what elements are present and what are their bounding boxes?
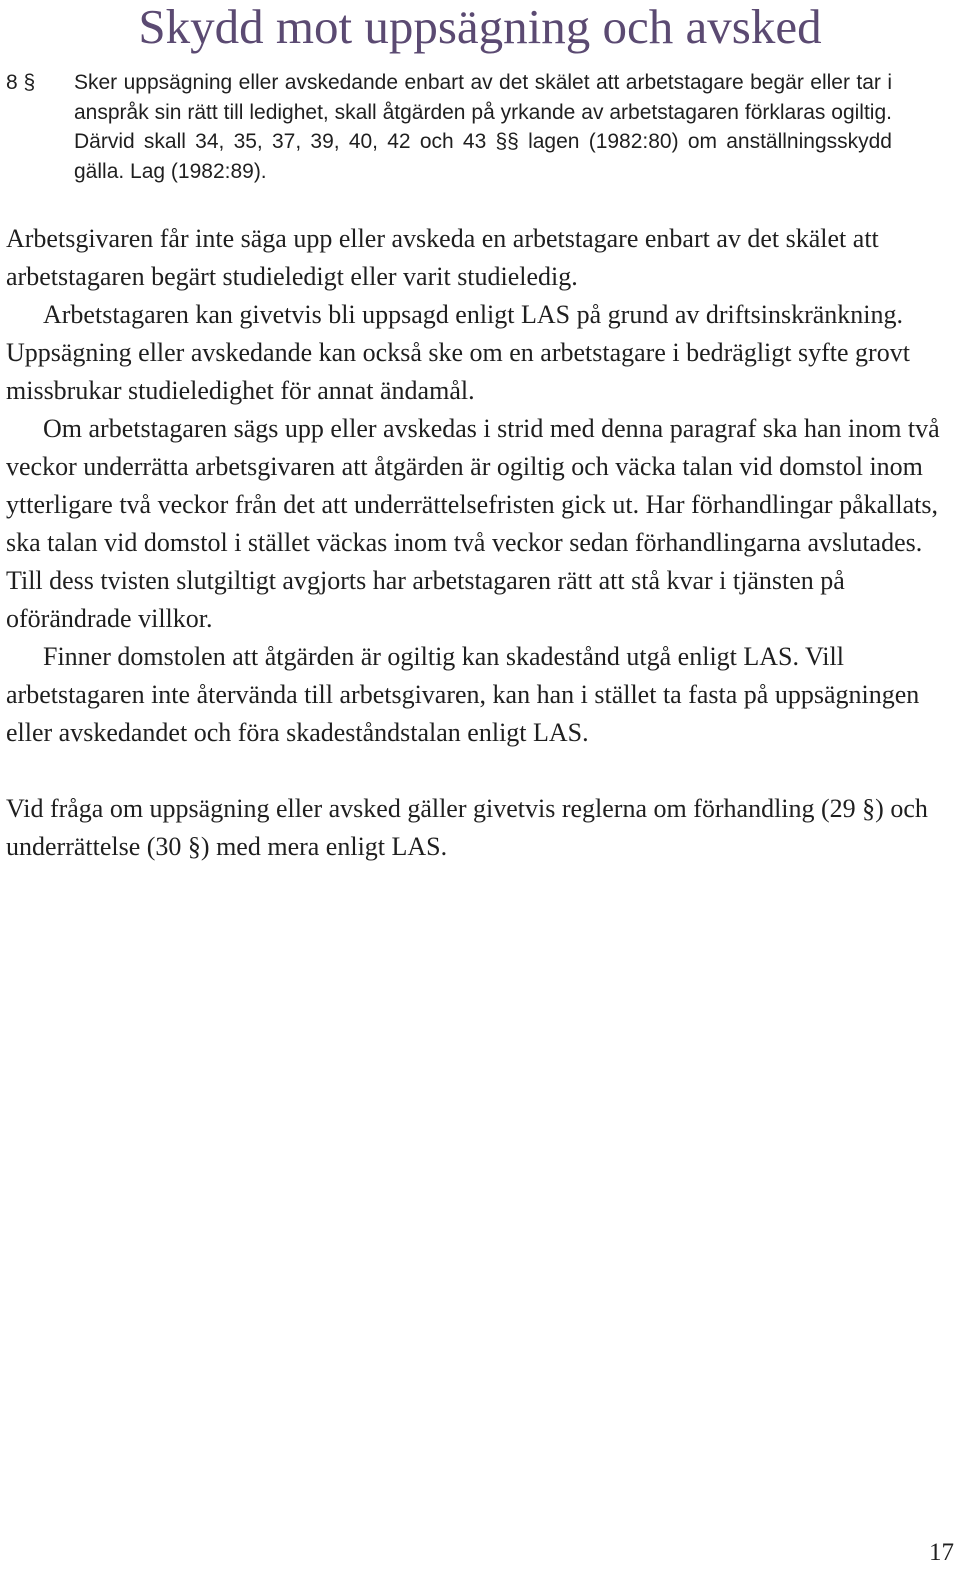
paragraph: Om arbetstagaren sägs upp eller avskedas i strid med denna paragraf ska han inom två veckor underrätta arbetsgivaren att åtgärden är ogiltig och väcka talan vid domstol inom ytterligare två veckor från det att underrättelsefristen gick ut. Har förhandlingar påkallats, ska talan vid domstol i stället väckas inom två veckor sedan förhandlingarna avslutades. Till dess tvisten slutgiltigt avgjorts har arbetstagaren rätt att stå kvar i tjänsten på oförändrade villkor. <box>6 414 940 633</box>
page-title: Skydd mot uppsägning och avsked <box>138 0 822 54</box>
paragraph: Finner domstolen att åtgärden är ogiltig kan skadestånd utgå enligt LAS. Vill arbetstagaren inte återvända till arbetsgivaren, kan han i stället ta fasta på uppsägningen eller avskedandet och föra skadeståndstalan enligt LAS. <box>6 642 920 747</box>
law-section-number: 8 § <box>6 71 36 94</box>
page-number: 17 <box>929 1539 954 1566</box>
law-quote <box>6 68 892 186</box>
law-quote-text: Sker uppsägning eller avskedande enbart av det skälet att arbetstagare begär eller tar i anspråk sin rätt till ledighet, skall åtgärden på yrkande av arbetstagaren förklaras ogiltig. Därvid skall 34, 35, 37, 39, 40, 42 och 43 §§ lagen (1982:80) om anställningsskydd gälla. Lag (1982:89). <box>74 71 892 183</box>
paragraph: Arbetsgivaren får inte säga upp eller avskeda en arbetstagare enbart av det skälet att arbetstagaren begärt studieledigt eller varit studieledig. <box>6 224 879 291</box>
paragraph: Vid fråga om uppsägning eller avsked gäller givetvis reglerna om förhandling (29 §) och underrättelse (30 §) med mera enligt LAS. <box>6 794 928 861</box>
body-text <box>6 220 948 866</box>
paragraph: Arbetstagaren kan givetvis bli uppsagd enligt LAS på grund av driftsinskränkning. Uppsägning eller avskedande kan också ske om en arbetstagare i bedrägligt syfte grovt missbrukar studieledighet för annat ändamål. <box>6 300 910 405</box>
